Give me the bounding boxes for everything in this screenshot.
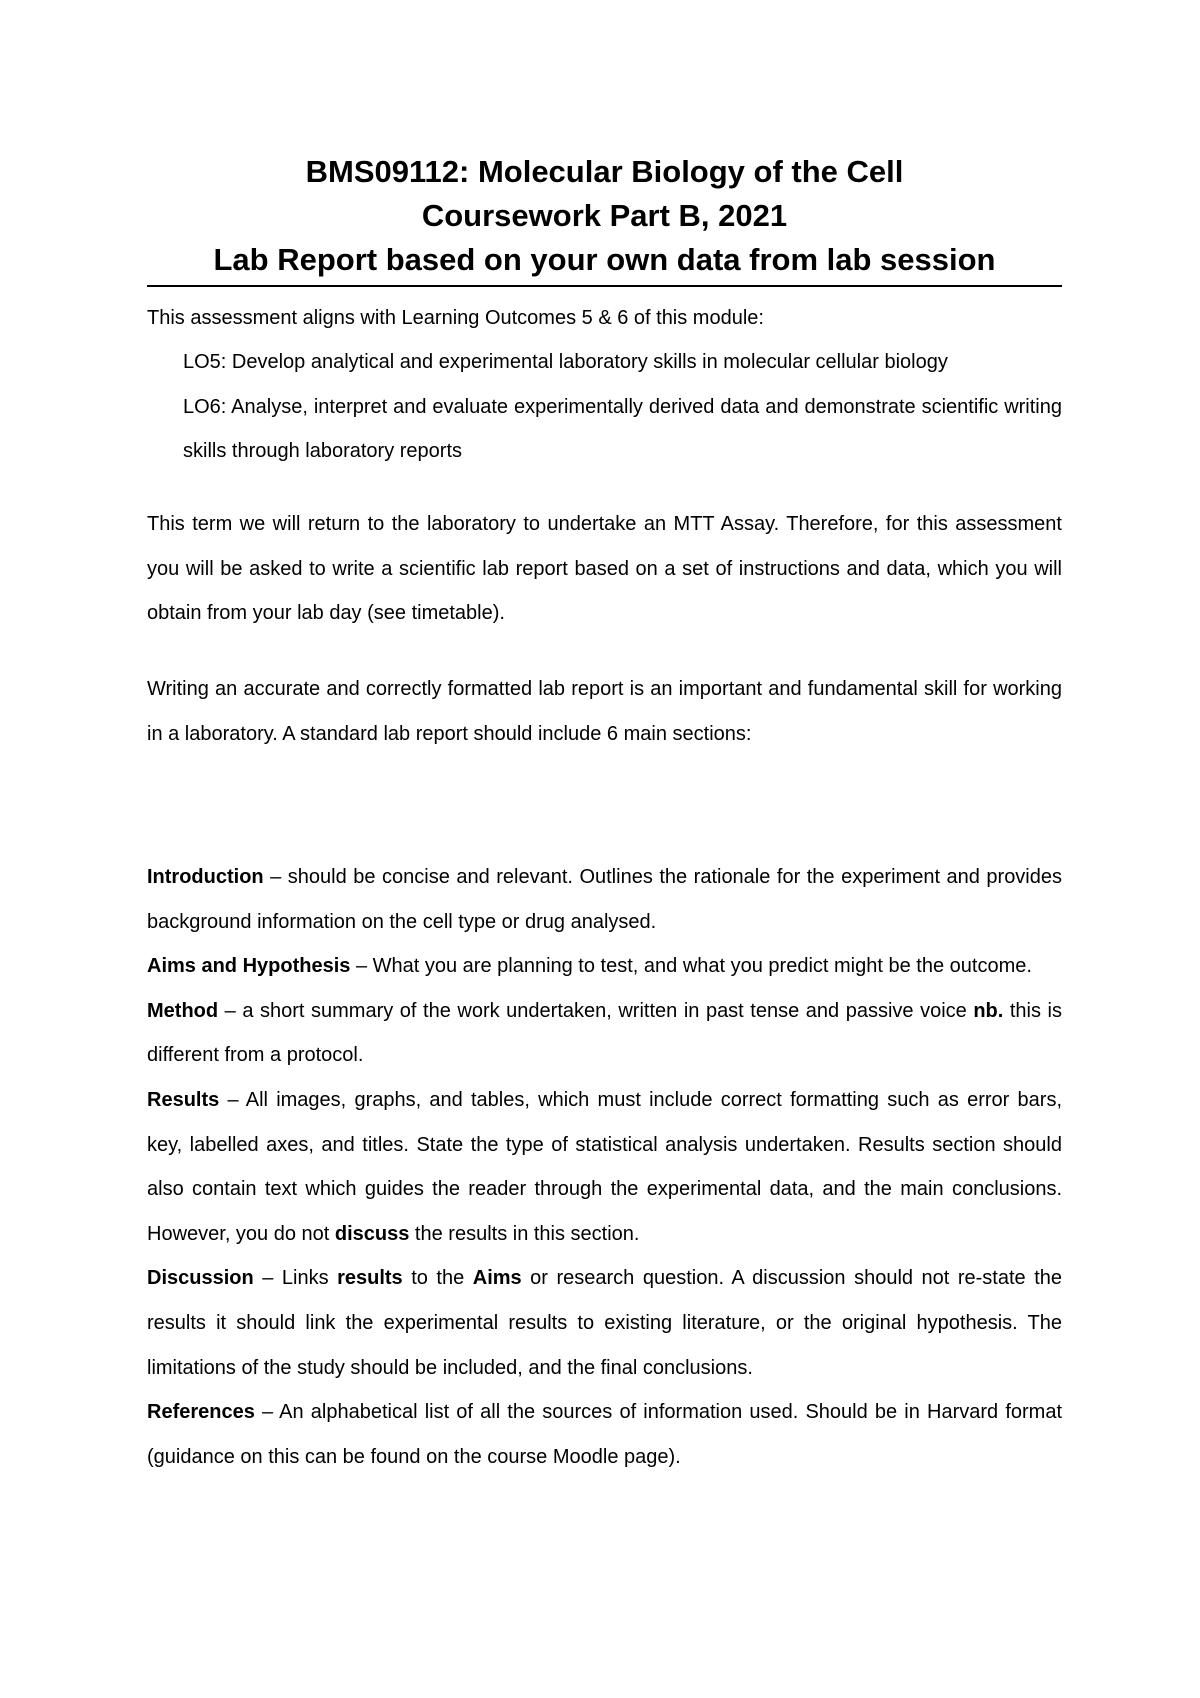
section-discussion-text3: or research question. A discussion should not re-state the results it should link the experimental results to existing literature, or the original hypothesis. The limitations of the study should be included, and the final conclusions. xyxy=(147,1267,1062,1379)
section-references xyxy=(147,1390,1062,1479)
section-introduction-title: Introduction xyxy=(147,866,264,888)
section-method-title: Method xyxy=(147,999,219,1022)
section-results-text: – All images, graphs, and tables, which must include correct formatting such as error bars, key, labelled axes, and titles. State the type of statistical analysis undertaken. Results section should also contain text which guides the reader through the experimental data, and the main conclusions. However, you do not xyxy=(147,1088,1062,1245)
section-results xyxy=(147,1078,1062,1256)
section-discussion-title: Discussion xyxy=(147,1267,254,1290)
document-title-block xyxy=(147,150,1062,287)
assessment-paragraph: This term we will return to the laboratory to undertake an MTT Assay. Therefore, for this assessment you will be asked to write a scientific lab report based on a set of instructions and data, which you will obtain from your lab day (see timetable). xyxy=(147,513,1062,624)
lab-report-paragraph: Writing an accurate and correctly formatted lab report is an important and fundamental skill for working in a laboratory. A standard lab report should include 6 main sections: xyxy=(147,678,1062,745)
section-results-emphasis: discuss xyxy=(334,1222,410,1245)
learning-outcomes-list xyxy=(183,340,1062,474)
section-discussion-text: – Links xyxy=(253,1267,338,1290)
section-discussion xyxy=(147,1256,1062,1390)
section-method xyxy=(147,989,1062,1078)
section-references-text: – An alphabetical list of all the sources of information used. Should be in Harvard format (guidance on this can be found on the course Moodle page). xyxy=(147,1401,1062,1468)
module-title: BMS09112: Molecular Biology of the Cell xyxy=(305,154,904,189)
section-introduction-text: – should be concise and relevant. Outlines the rationale for the experiment and provides background information on the cell type or drug analysed. xyxy=(147,866,1062,933)
section-introduction xyxy=(147,855,1062,944)
section-method-text2: this is different from a protocol. xyxy=(147,999,1062,1067)
learning-outcome-lo6: LO6: Analyse, interpret and evaluate experimentally derived data and demonstrate scientific writing skills through laboratory reports xyxy=(183,395,1062,462)
coursework-title: Coursework Part B, 2021 xyxy=(421,198,788,233)
alignment-statement: This assessment aligns with Learning Outcomes 5 & 6 of this module: xyxy=(147,307,764,329)
report-sections-list xyxy=(147,855,1062,1479)
section-method-nb: nb. xyxy=(973,999,1004,1022)
learning-outcome-lo5: LO5: Develop analytical and experimental laboratory skills in molecular cellular biology xyxy=(183,351,948,373)
report-title: Lab Report based on your own data from lab session xyxy=(213,242,996,277)
section-references-title: References xyxy=(147,1401,255,1424)
section-aims-text: – What you are planning to test, and what you predict might be the outcome. xyxy=(350,955,1032,978)
section-discussion-text2: to the xyxy=(402,1267,473,1290)
section-discussion-emphasis-results: results xyxy=(337,1267,403,1290)
section-results-text2: the results in this section. xyxy=(409,1222,640,1245)
section-method-text: – a short summary of the work undertaken, written in past tense and passive voice xyxy=(218,999,974,1022)
section-results-title: Results xyxy=(147,1088,220,1111)
section-aims-title: Aims and Hypothesis xyxy=(147,955,351,978)
section-discussion-emphasis-aims: Aims xyxy=(472,1267,522,1290)
section-aims xyxy=(147,944,1062,989)
